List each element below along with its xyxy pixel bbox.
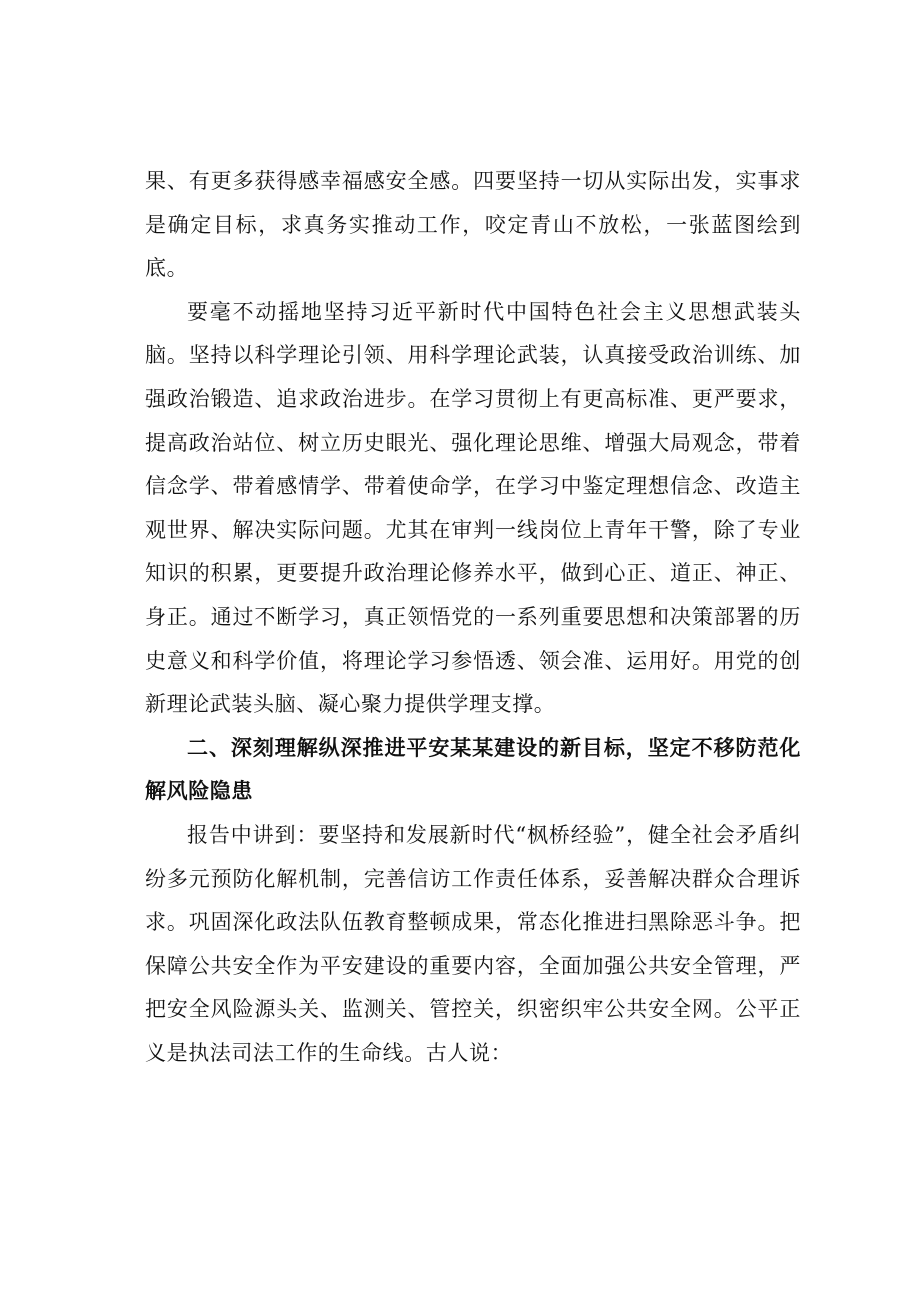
section-heading: 二、深刻理解纵深推进平安某某建设的新目标，坚定不移防范化解风险隐患	[145, 735, 801, 804]
document-body	[145, 160, 801, 1075]
paragraph-report-quote: 报告中讲到：要坚持和发展新时代“枫桥经验”，健全社会矛盾纠纷多元预防化解机制，完善信访工作责任体系，妥善解决群众合理诉求。巩固深化政法队伍教育整顿成果，常态化推进扫黑除恶斗争。把保障公共安全作为平安建设的重要内容，全面加强公共安全管理，严把安全风险源头关、监测关、管控关，织密织牢公共安全网。公平正义是执法司法工作的生命线。古人说：	[145, 822, 801, 1065]
paragraph-continuation: 果、有更多获得感幸福感安全感。四要坚持一切从实际出发，实事求是确定目标，求真务实推动工作，咬定青山不放松，一张蓝图绘到底。	[145, 169, 801, 281]
paragraph-theory-study: 要毫不动摇地坚持习近平新时代中国特色社会主义思想武装头脑。坚持以科学理论引领、用科学理论武装，认真接受政治训练、加强政治锻造、追求政治进步。在学习贯彻上有更高标准、更严要求，提高政治站位、树立历史眼光、强化理论思维、增强大局观念，带着信念学、带着感情学、带着使命学，在学习中鉴定理想信念、改造主观世界、解决实际问题。尤其在审判一线岗位上青年干警，除了专业知识的积累，更要提升政治理论修养水平，做到心正、道正、神正、身正。通过不断学习，真正领悟党的一系列重要思想和决策部署的历史意义和科学价值，将理论学习参悟透、领会准、运用好。用党的创新理论武装头脑、凝心聚力提供学理支撑。	[145, 299, 801, 717]
